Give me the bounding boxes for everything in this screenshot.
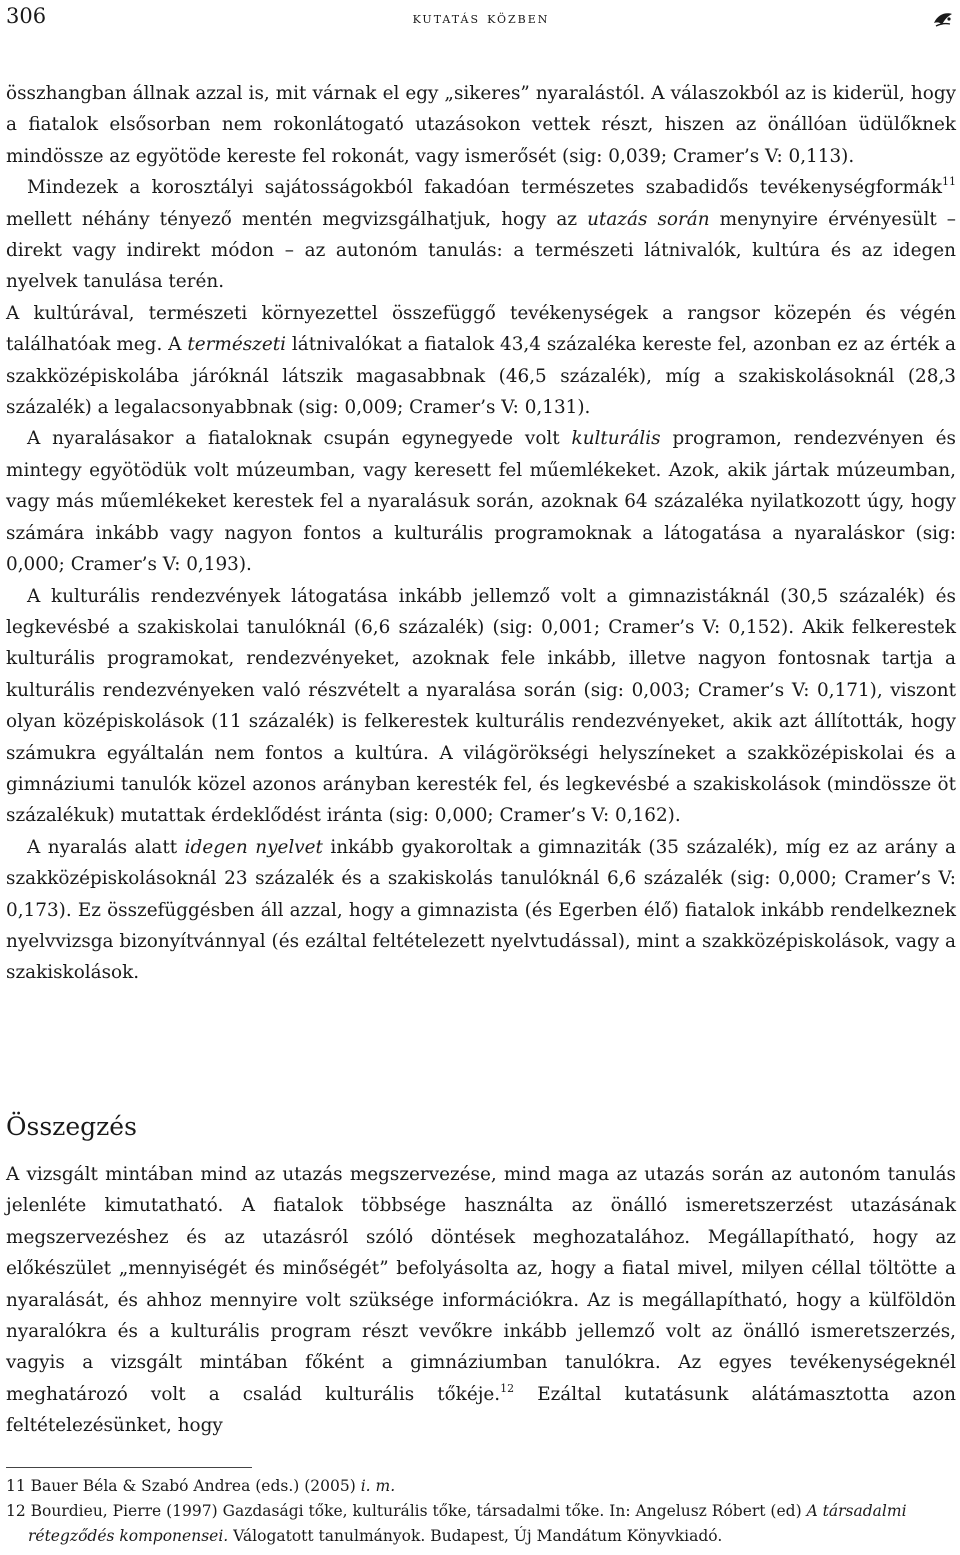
- p6-text-b: inkább gyakoroltak a gimnaziták (35 százalék), míg ez az arány a szakközépiskolásoknál 23 százalék és a szakiskolás tanulóknál 6,6 százalék (sig: 0,000; Cramer’s V: 0,173). Ez összefüggésben áll azzal, hogy a gimnazista (és Egerben élő) fiatalok inkább rendelkeznek nyelvvizsga bizonyítvánnyal (és ezáltal feltételezett nyelvtudással), mint a szakközépiskolások, vagy a szakiskolások.: [6, 836, 957, 984]
- page-number: 306: [6, 4, 47, 28]
- p4-text-b: programon, rendezvényen és mintegy egyötödük volt múzeumban, vagy keresett fel műemlékeket. Azok, akik jártak múzeumban, vagy más műemlékeket kerestek fel a nyaralásuk során, azoknak 64 százaléka nyilatkozott úgy, hogy számára inkább vagy nagyon fontos a kulturális programoknak a látogatása a nyaraláskor (sig: 0,000; Cramer’s V: 0,193).: [6, 428, 956, 576]
- paragraph-4: [6, 423, 956, 580]
- p6-text-a: A nyaralás alatt: [27, 836, 185, 858]
- footnote-12: [6, 1499, 956, 1549]
- p2-emphasis: utazás során: [587, 208, 710, 230]
- paragraph-6: [6, 832, 956, 989]
- footnote-divider: [6, 1467, 252, 1468]
- paragraph-3: [6, 298, 956, 424]
- p3-text-b: látnivalókat a fiatalok 43,4 százaléka kereste fel, azonban ez az érték a szakközépiskolába járóknál látszik magasabbnak (46,5 százalék), míg a szakiskolásoknál (28,3 százalék) a legalacsonyabbnak (sig: 0,009; Cramer’s V: 0,131).: [6, 334, 956, 419]
- summary-paragraph: [6, 1159, 956, 1442]
- fn12-text-a: 12 Bourdieu, Pierre (1997) Gazdasági tőke, kulturális tőke, társadalmi tőke. In: Angelusz Róbert (ed): [6, 1502, 807, 1520]
- p4-text-a: A nyaralásakor a fiataloknak csupán egynegyede volt: [27, 428, 572, 450]
- p6-emphasis: idegen nyelvet: [184, 836, 323, 858]
- paragraph-5: A kulturális rendezvények látogatása inkább jellemző volt a gimnazistáknál (30,5 százalék) és legkevésbé a szakiskolai tanulóknál (6,6 százalék) (sig: 0,001; Cramer’s V: 0,152). Akik felkerestek kulturális programokat, rendezvényeket, azoknak fele inkább, illetve nagyon fontosnak tartja a kulturális rendezvényeken való részvételt a nyaralása során (sig: 0,003; Cramer’s V: 0,171), viszont olyan középiskolások (11 százalék) is felkerestek kulturális rendezvényeket, akik azt állították, hogy számukra egyáltalán nem fontos a kultúra. A világörökségi helyszíneket a szakközépiskolai és a gimnáziumi tanulók közel azonos arányban keresték fel, és legkevésbé a szakiskolások (mindössze öt százalékuk) mutattak érdeklődést iránta (sig: 0,000; Cramer’s V: 0,162).: [6, 585, 956, 827]
- summary-text-a: A vizsgált mintában mind az utazás megszervezése, mind maga az utazás során az autonóm tanulás jelenléte kimutatható. A fiatalok többsége használta az önálló ismeretszerzést utazásának megszervezéshez és az utazásról szóló döntések meghozatalához. Megállapítható, hogy az előkészület „mennyiségét és minőségét” befolyásolta az, hogy a fiatal mivel, milyen céllal töltötte a nyaralását, és ahhoz mennyire volt szüksége információkra. Az is megállapítható, hogy a külföldön nyaralókra és a kulturális program részt vevőkre inkább jellemző volt az önálló ismeretszerzés, vagyis a vizsgált mintában főként a gimnáziumban tanulókra. Az egyes tevékenységeknél meghatározó volt a család kulturális tőkéje.: [6, 1164, 956, 1405]
- paragraph-2: [6, 172, 956, 298]
- body-text: [6, 78, 956, 989]
- fn12-emphasis: A társadalmi rétegződés komponensei.: [28, 1502, 907, 1545]
- p3-emphasis: természeti: [187, 334, 287, 356]
- paragraph-1: összhangban állnak azzal is, mit várnak el egy „sikeres” nyaralástól. A válaszokból az is kiderül, hogy a fiatalok elsősorban nem rokonlátogató utazásokon vettek részt, hiszen az önállóan üdülőknek mindössze az egyötöde kereste fel rokonát, vagy ismerősét (sig: 0,039; Cramer’s V: 0,113).: [6, 83, 956, 167]
- fn11-text: 11 Bauer Béla & Szabó Andrea (eds.) (2005): [6, 1477, 361, 1495]
- footnote-ref-11[interactable]: 11: [942, 175, 956, 189]
- fn12-text-b: Válogatott tanulmányok. Budapest, Új Mandátum Könyvkiadó.: [228, 1527, 723, 1545]
- running-title: kutatás közben: [412, 8, 550, 27]
- summary-text: [6, 1159, 956, 1442]
- p2-text-c: menynyire érvényesült – direkt vagy indirekt módon – az autonóm tanulás: a természeti látnivalók, kultúra és az idegen nyelvek tanulása terén.: [6, 208, 956, 293]
- leaf-ornament-icon: [932, 8, 954, 28]
- p3-text-a: A kultúrával, természeti környezettel összefüggő tevékenységek a rangsor közepén és végén találhatóak meg. A: [6, 302, 956, 356]
- summary-text-b: Ezáltal kutatásunk alátámasztotta azon feltételezésünket, hogy: [6, 1383, 956, 1437]
- footnotes: [6, 1474, 956, 1549]
- footnote-11: [6, 1474, 956, 1499]
- p4-emphasis: kulturális: [571, 428, 661, 450]
- fn11-emphasis: i. m.: [360, 1477, 396, 1495]
- section-heading: Összegzés: [6, 1112, 137, 1141]
- p2-text-a: Mindezek a korosztályi sajátosságokból fakadóan természetes szabadidős tevékenységformák: [27, 177, 942, 199]
- footnote-ref-12[interactable]: 12: [500, 1381, 515, 1395]
- page-header: [6, 4, 956, 34]
- p2-text-b: mellett néhány tényező mentén megvizsgálhatjuk, hogy az: [6, 208, 588, 230]
